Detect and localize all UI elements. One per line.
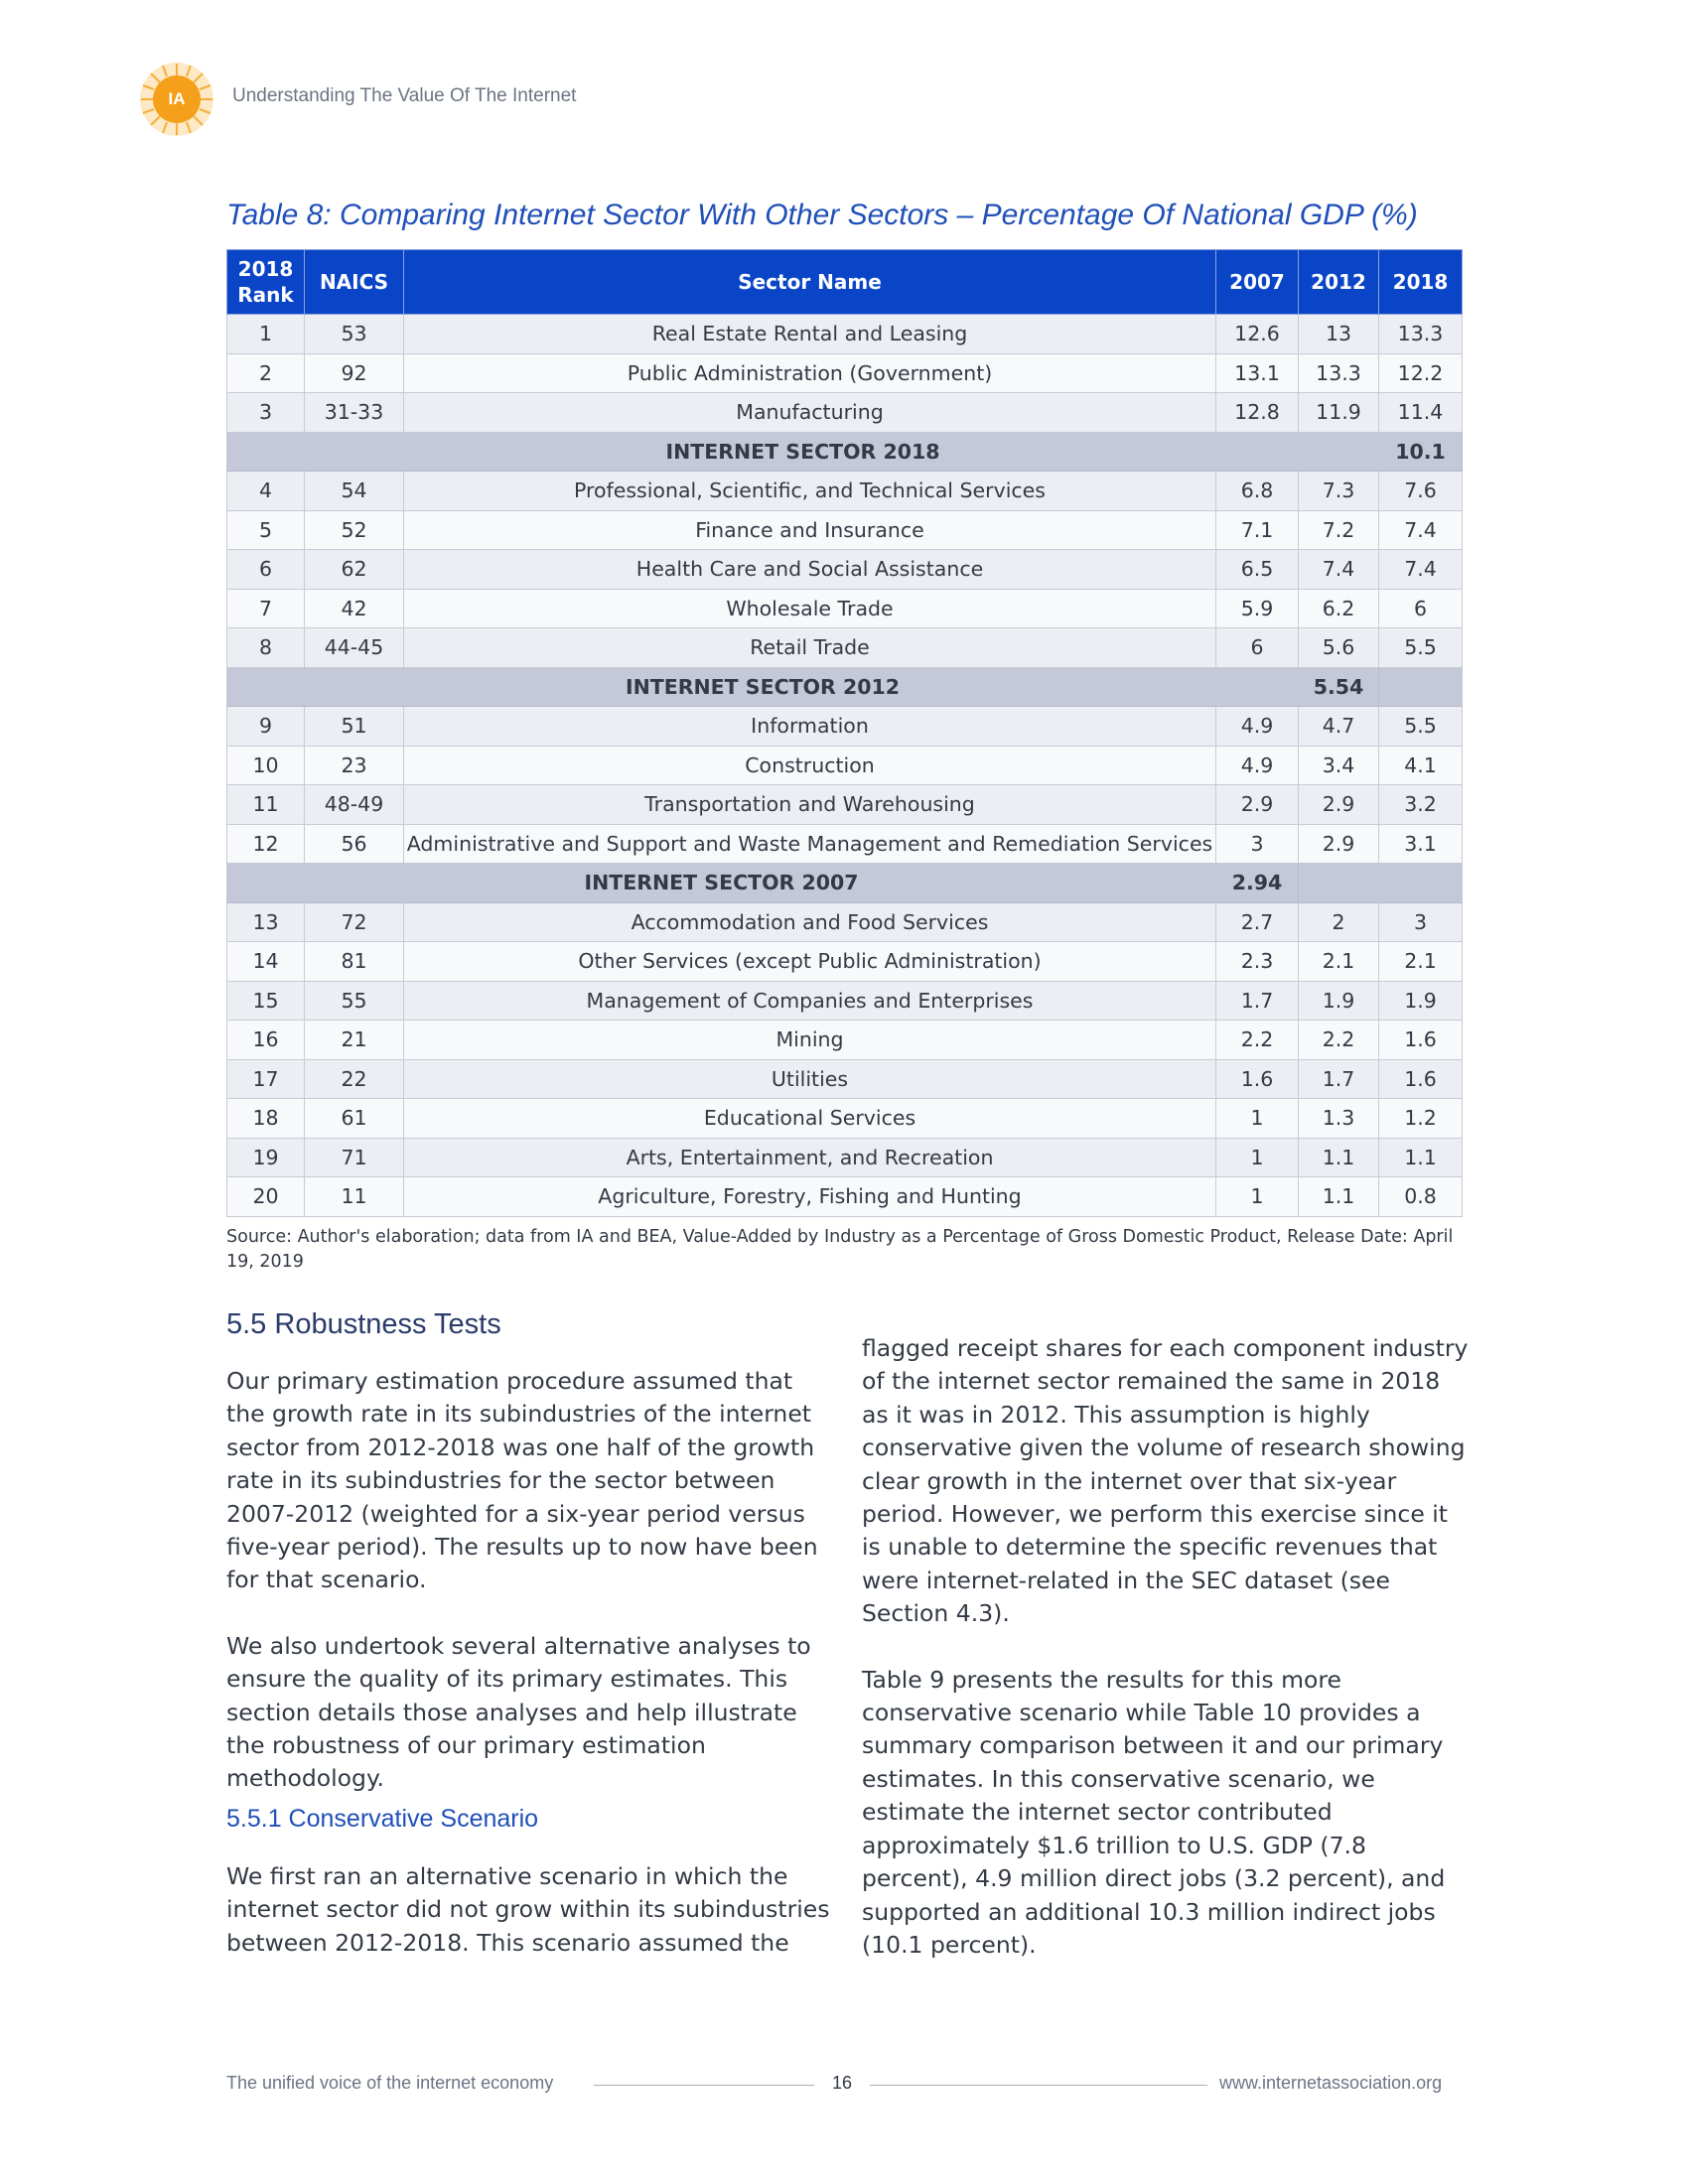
cell-naics: 42 (305, 589, 404, 628)
cell-naics: 23 (305, 746, 404, 785)
cell-sector: Other Services (except Public Administration) (404, 942, 1216, 982)
paragraph: Our primary estimation procedure assumed that the growth rate in its subindustries of the internet sector from 2012-2018 was one half of the growth rate in its subindustries for the sector between 2007-2012 (weighted for a six-year period versus five-year period). The results up to now have been for that scenario. (226, 1367, 818, 1594)
cell-2018: 7.4 (1379, 510, 1463, 550)
table-row (227, 510, 1463, 550)
logo-text: IA (168, 89, 186, 108)
header-2007: 2007 (1216, 250, 1299, 315)
cell-rank: 13 (227, 902, 305, 942)
paragraph: flagged receipt shares for each component industry of the internet sector remained the same in 2018 as it was in 2012. This assumption is highly conservative given the volume of research showing clear growth in the internet over that six-year period. However, we perform this exercise since it is unable to determine the specific revenues that were internet-related in the SEC dataset (see Section 4.3). (862, 1334, 1469, 1628)
cell-2012: 2.9 (1299, 785, 1379, 825)
cell-2018: 2.1 (1379, 942, 1463, 982)
empty-cell (1379, 667, 1463, 707)
cell-naics: 62 (305, 550, 404, 590)
cell-2012: 2.1 (1299, 942, 1379, 982)
cell-2012: 2.9 (1299, 824, 1379, 864)
cell-sector: Accommodation and Food Services (404, 902, 1216, 942)
table-row (227, 353, 1463, 393)
cell-2007: 1.6 (1216, 1059, 1299, 1099)
cell-2007: 1 (1216, 1177, 1299, 1217)
internet-sector-2007-value: 2.94 (1216, 864, 1299, 903)
cell-naics: 92 (305, 353, 404, 393)
table-row (227, 1021, 1463, 1060)
cell-2007: 2.7 (1216, 902, 1299, 942)
cell-sector: Management of Companies and Enterprises (404, 981, 1216, 1021)
cell-2007: 4.9 (1216, 746, 1299, 785)
footer-divider-right (870, 2085, 1207, 2086)
internet-sector-2012-value: 5.54 (1299, 667, 1379, 707)
cell-2007: 13.1 (1216, 353, 1299, 393)
cell-2018: 3 (1379, 902, 1463, 942)
cell-rank: 7 (227, 589, 305, 628)
table-row (227, 902, 1463, 942)
cell-2007: 5.9 (1216, 589, 1299, 628)
cell-2018: 12.2 (1379, 353, 1463, 393)
right-column (862, 1332, 1470, 1962)
cell-2018: 0.8 (1379, 1177, 1463, 1217)
footer-website-link[interactable]: www.internetassociation.org (1219, 2073, 1443, 2093)
cell-2018: 5.5 (1379, 707, 1463, 747)
cell-2012: 7.3 (1299, 472, 1379, 511)
gdp-comparison-table (226, 249, 1463, 1217)
cell-2007: 3 (1216, 824, 1299, 864)
ia-logo (139, 62, 214, 137)
table-row (227, 393, 1463, 433)
cell-2018: 3.1 (1379, 824, 1463, 864)
cell-rank: 15 (227, 981, 305, 1021)
cell-2018: 7.4 (1379, 550, 1463, 590)
cell-2012: 1.1 (1299, 1177, 1379, 1217)
cell-2018: 1.1 (1379, 1138, 1463, 1177)
internet-sector-2007-label: INTERNET SECTOR 2007 (227, 864, 1216, 903)
cell-2012: 2.2 (1299, 1021, 1379, 1060)
table-row (227, 1099, 1463, 1139)
cell-2007: 2.3 (1216, 942, 1299, 982)
cell-naics: 72 (305, 902, 404, 942)
cell-sector: Mining (404, 1021, 1216, 1060)
cell-2012: 7.4 (1299, 550, 1379, 590)
cell-rank: 1 (227, 315, 305, 354)
internet-sector-2012-label: INTERNET SECTOR 2012 (227, 667, 1299, 707)
cell-sector: Wholesale Trade (404, 589, 1216, 628)
table-row (227, 785, 1463, 825)
cell-2007: 6 (1216, 628, 1299, 668)
cell-rank: 16 (227, 1021, 305, 1060)
cell-naics: 56 (305, 824, 404, 864)
cell-sector: Utilities (404, 1059, 1216, 1099)
cell-naics: 52 (305, 510, 404, 550)
cell-sector: Agriculture, Forestry, Fishing and Hunting (404, 1177, 1216, 1217)
left-column-top (226, 1365, 832, 1796)
cell-2007: 4.9 (1216, 707, 1299, 747)
header-naics: NAICS (305, 250, 404, 315)
cell-2007: 6.8 (1216, 472, 1299, 511)
cell-2012: 6.2 (1299, 589, 1379, 628)
cell-rank: 4 (227, 472, 305, 511)
header-sector-name: Sector Name (404, 250, 1216, 315)
cell-2018: 7.6 (1379, 472, 1463, 511)
footer-divider-left (594, 2085, 814, 2086)
cell-naics: 31-33 (305, 393, 404, 433)
cell-rank: 19 (227, 1138, 305, 1177)
cell-rank: 12 (227, 824, 305, 864)
cell-2018: 5.5 (1379, 628, 1463, 668)
cell-sector: Construction (404, 746, 1216, 785)
table-row (227, 981, 1463, 1021)
table-row (227, 315, 1463, 354)
cell-2007: 2.2 (1216, 1021, 1299, 1060)
table-title: Table 8: Comparing Internet Sector With Other Sectors – Percentage Of National GDP (%) (226, 199, 1418, 231)
cell-2007: 7.1 (1216, 510, 1299, 550)
cell-2012: 1.1 (1299, 1138, 1379, 1177)
cell-rank: 3 (227, 393, 305, 433)
cell-naics: 11 (305, 1177, 404, 1217)
cell-2007: 1.7 (1216, 981, 1299, 1021)
cell-naics: 71 (305, 1138, 404, 1177)
internet-sector-2018-value: 10.1 (1379, 432, 1463, 472)
cell-2007: 1 (1216, 1138, 1299, 1177)
cell-rank: 20 (227, 1177, 305, 1217)
footer-tagline: The unified voice of the internet economy (226, 2073, 554, 2093)
cell-rank: 18 (227, 1099, 305, 1139)
paragraph: Table 9 presents the results for this more conservative scenario while Table 10 provides a summary comparison between it and our primary estimates. In this conservative scenario, we estimate the internet sector contributed approximately $1.6 trillion to U.S. GDP (7.8 percent), 4.9 million direct jobs (3.2 percent), and supported an additional 10.3 million indirect jobs (10.1 percent). (862, 1665, 1446, 1959)
table-row (227, 1177, 1463, 1217)
table-header-row (227, 250, 1463, 315)
cell-2012: 4.7 (1299, 707, 1379, 747)
cell-2012: 5.6 (1299, 628, 1379, 668)
table-row (227, 707, 1463, 747)
cell-2018: 4.1 (1379, 746, 1463, 785)
cell-2018: 1.2 (1379, 1099, 1463, 1139)
cell-naics: 81 (305, 942, 404, 982)
cell-2012: 1.3 (1299, 1099, 1379, 1139)
table-source-note: Source: Author's elaboration; data from IA and BEA, Value-Added by Industry as a Percentage of Gross Domestic Product, Release Date: April 19, 2019 (226, 1227, 1454, 1272)
cell-2007: 1 (1216, 1099, 1299, 1139)
cell-naics: 55 (305, 981, 404, 1021)
cell-rank: 9 (227, 707, 305, 747)
cell-rank: 14 (227, 942, 305, 982)
cell-rank: 8 (227, 628, 305, 668)
cell-2018: 11.4 (1379, 393, 1463, 433)
cell-sector: Educational Services (404, 1099, 1216, 1139)
header-2018: 2018 (1379, 250, 1463, 315)
header-title: Understanding The Value Of The Internet (232, 85, 577, 106)
table-row (227, 824, 1463, 864)
cell-2018: 1.9 (1379, 981, 1463, 1021)
cell-naics: 21 (305, 1021, 404, 1060)
internet-sector-2018-label: INTERNET SECTOR 2018 (227, 432, 1379, 472)
cell-2012: 11.9 (1299, 393, 1379, 433)
cell-sector: Public Administration (Government) (404, 353, 1216, 393)
cell-2007: 12.8 (1216, 393, 1299, 433)
cell-sector: Administrative and Support and Waste Management and Remediation Services (404, 824, 1216, 864)
table-row (227, 1059, 1463, 1099)
cell-2007: 12.6 (1216, 315, 1299, 354)
paragraph: We also undertook several alternative analyses to ensure the quality of its primary estimates. This section details those analyses and help illustrate the robustness of our primary estimation methodology. (226, 1631, 811, 1793)
cell-naics: 54 (305, 472, 404, 511)
left-column-bottom (226, 1860, 832, 1960)
table-row (227, 589, 1463, 628)
cell-rank: 6 (227, 550, 305, 590)
cell-2018: 1.6 (1379, 1021, 1463, 1060)
table-row (227, 1138, 1463, 1177)
cell-naics: 22 (305, 1059, 404, 1099)
subsection-heading: 5.5.1 Conservative Scenario (226, 1805, 539, 1833)
cell-rank: 5 (227, 510, 305, 550)
section-heading: 5.5 Robustness Tests (226, 1308, 501, 1340)
cell-sector: Real Estate Rental and Leasing (404, 315, 1216, 354)
cell-2018: 3.2 (1379, 785, 1463, 825)
header-rank-label: 2018 Rank (237, 257, 294, 307)
header-rank (227, 250, 305, 315)
cell-sector: Arts, Entertainment, and Recreation (404, 1138, 1216, 1177)
cell-naics: 53 (305, 315, 404, 354)
internet-sector-2007-row (227, 864, 1463, 903)
cell-2012: 1.7 (1299, 1059, 1379, 1099)
table-row (227, 942, 1463, 982)
paragraph: We first ran an alternative scenario in which the internet sector did not grow within its subindustries between 2012-2018. This scenario assumed the (226, 1862, 830, 1957)
cell-2018: 1.6 (1379, 1059, 1463, 1099)
cell-rank: 17 (227, 1059, 305, 1099)
cell-2012: 3.4 (1299, 746, 1379, 785)
cell-sector: Information (404, 707, 1216, 747)
cell-naics: 51 (305, 707, 404, 747)
cell-naics: 44-45 (305, 628, 404, 668)
cell-rank: 11 (227, 785, 305, 825)
cell-rank: 2 (227, 353, 305, 393)
table-row (227, 472, 1463, 511)
cell-naics: 61 (305, 1099, 404, 1139)
cell-sector: Finance and Insurance (404, 510, 1216, 550)
cell-sector: Health Care and Social Assistance (404, 550, 1216, 590)
cell-2007: 6.5 (1216, 550, 1299, 590)
cell-2018: 13.3 (1379, 315, 1463, 354)
empty-cell (1299, 864, 1463, 903)
cell-2012: 1.9 (1299, 981, 1379, 1021)
page-number: 16 (832, 2073, 853, 2093)
cell-sector: Professional, Scientific, and Technical Services (404, 472, 1216, 511)
cell-sector: Transportation and Warehousing (404, 785, 1216, 825)
cell-2012: 2 (1299, 902, 1379, 942)
cell-2012: 7.2 (1299, 510, 1379, 550)
table-row (227, 628, 1463, 668)
cell-2012: 13 (1299, 315, 1379, 354)
cell-sector: Retail Trade (404, 628, 1216, 668)
internet-sector-2018-row (227, 432, 1463, 472)
header-2012: 2012 (1299, 250, 1379, 315)
cell-sector: Manufacturing (404, 393, 1216, 433)
internet-sector-2012-row (227, 667, 1463, 707)
table-row (227, 746, 1463, 785)
cell-2012: 13.3 (1299, 353, 1379, 393)
cell-2007: 2.9 (1216, 785, 1299, 825)
cell-2018: 6 (1379, 589, 1463, 628)
cell-rank: 10 (227, 746, 305, 785)
cell-naics: 48-49 (305, 785, 404, 825)
table-row (227, 550, 1463, 590)
